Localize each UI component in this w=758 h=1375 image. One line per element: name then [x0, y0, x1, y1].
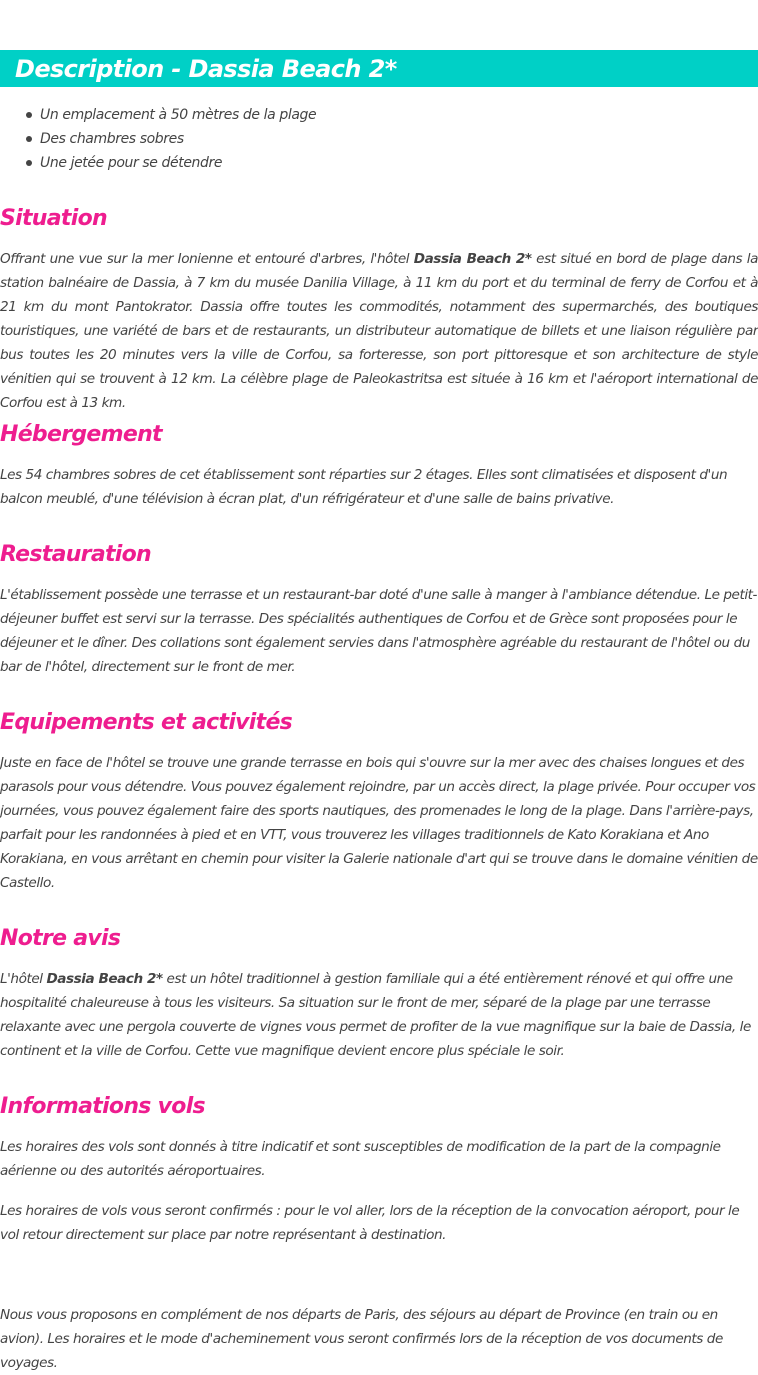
equipements-text: Juste en face de l'hôtel se trouve une grande terrasse en bois qui s'ouvre sur la mer avec des chaises longues et des parasols pour vous détendre. Vous pouvez également rejoindre, par un accès direct, la plage privée. Pour occuper vos journées, vous pouvez également faire des sports nautiques, des promenades le long de la plage. Dans l'arrière-pays, parfait pour les randonnées à pied et en VTT, vous trouverez les villages traditionnels de Kato Korakiana et Ano Korakiana, en vous arrêtant en chemin pour visiter la Galerie nationale d'art qui se trouve dans le domaine vénitien de Castello. [0, 755, 758, 891]
hebergement-text: Les 54 chambres sobres de cet établissement sont réparties sur 2 étages. Elles sont climatisées et disposent d'un balcon meublé, d'une télévision à écran plat, d'un réfrigérateur et d'une salle de bains privative. [0, 467, 728, 507]
avis-text: L'hôtel Dassia Beach 2* est un hôtel traditionnel à gestion familiale qui a été entièrement rénové et qui offre une hospitalité chaleureuse à tous les visiteurs. Sa situation sur le front de mer, séparé de la plage par une terrasse relaxante avec une pergola couverte de vignes vous permet de profiter de la vue magnifique sur la baie de Dassia, le continent et la ville de Corfou. Cette vue magnifique devient encore plus spéciale le soir. [0, 971, 751, 1059]
restauration-heading: Restauration [0, 542, 152, 567]
vols-text-2: Les horaires de vols vous seront confirmés : pour le vol aller, lors de la réception de la convocation aéroport, pour le vol retour directement sur place par notre représentant à destination. [0, 1203, 740, 1243]
hebergement-heading: Hébergement [0, 422, 162, 447]
equipements-heading: Equipements et activités [0, 710, 293, 735]
vols-text-3: Nous vous proposons en complément de nos départs de Paris, des séjours au départ de Province (en train ou en avion). Les horaires et le mode d'acheminement vous seront confirmés lors de la réception de vos documents de voyages. [0, 1307, 723, 1371]
list-item: Une jetée pour se détendre [22, 151, 316, 175]
page-title: Description - Dassia Beach 2* [15, 54, 397, 83]
list-item: Un emplacement à 50 mètres de la plage [22, 103, 316, 127]
vols-text-1: Les horaires des vols sont donnés à titre indicatif et sont susceptibles de modification de la part de la compagnie aérienne ou des autorités aéroportuaires. [0, 1139, 721, 1179]
highlights-list [22, 103, 316, 175]
hotel-name: Dassia Beach 2* [46, 971, 163, 987]
list-item: Des chambres sobres [22, 127, 316, 151]
avis-heading: Notre avis [0, 926, 121, 951]
restauration-text: L'établissement possède une terrasse et un restaurant-bar doté d'une salle à manger à l'ambiance détendue. Le petit-déjeuner buffet est servi sur la terrasse. Des spécialités authentiques de Corfou et de Grèce sont proposées pour le déjeuner et le dîner. Des collations sont également servies dans l'atmosphère agréable du restaurant de l'hôtel ou du bar de l'hôtel, directement sur le front de mer. [0, 587, 758, 675]
vols-heading: Informations vols [0, 1094, 205, 1119]
hotel-name: Dassia Beach 2* [413, 251, 532, 267]
situation-text: Offrant une vue sur la mer Ionienne et entouré d'arbres, l'hôtel Dassia Beach 2* est situé en bord de plage dans la station balnéaire de Dassia, à 7 km du musée Danilia Village, à 11 km du port et du terminal de ferry de Corfou et à 21 km du mont Pantokrator. Dassia offre toutes les commodités, notamment des supermarchés, des boutiques touristiques, une variété de bars et de restaurants, un distributeur automatique de billets et une liaison régulière par bus toutes les 20 minutes vers la ville de Corfou, sa forteresse, son port pittoresque et son architecture de style vénitien qui se trouvent à 12 km. La célèbre plage de Paleokastritsa est située à 16 km et l'aéroport international de Corfou est à 13 km. [0, 251, 758, 411]
situation-heading: Situation [0, 206, 107, 231]
description-banner [0, 50, 758, 87]
